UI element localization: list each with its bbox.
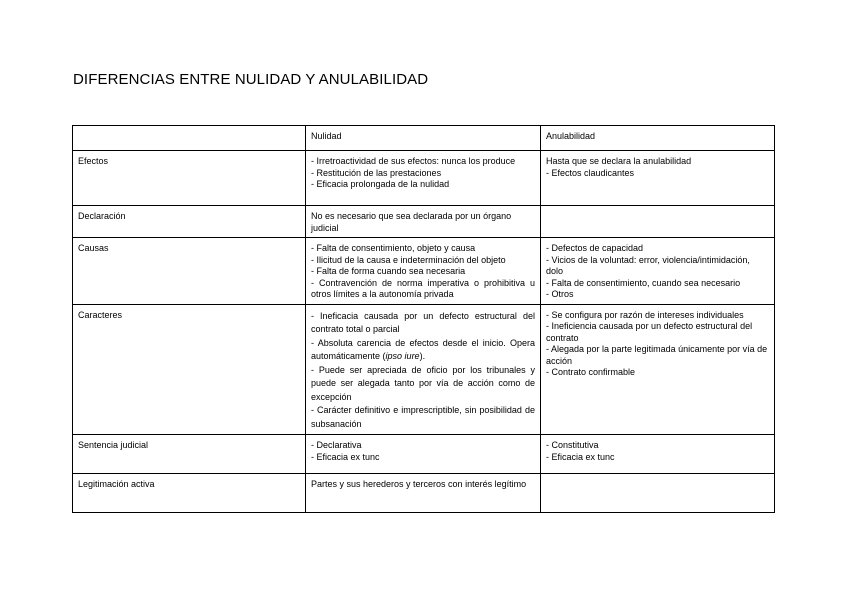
cell-sentencia-anulabilidad — [541, 435, 775, 474]
cell-line: - Ineficiencia causada por un defecto estructural del contrato — [546, 321, 753, 343]
cell-efectos-anulabilidad — [541, 151, 775, 206]
cell-line: - Falta de consentimiento, cuando sea necesario — [546, 277, 741, 288]
cell-line: - Contravención de norma imperativa o prohibitiva u otros límites a la autonomía privada — [311, 277, 535, 299]
cell-line: - Declarativa — [311, 440, 362, 450]
cell-caracteres-anulabilidad — [541, 304, 775, 435]
cell-line: Hasta que se declara la anulabilidad — [546, 156, 692, 166]
cell-declaracion-anulabilidad — [541, 206, 775, 238]
table-header-row — [73, 126, 775, 151]
cell-legitimacion-anulabilidad — [541, 474, 775, 513]
cell-line: - Restitución de las prestaciones — [311, 167, 442, 178]
cell-line: - Ineficacia causada por un defecto estructural del contrato total o parcial — [311, 310, 535, 334]
cell-causas-nulidad — [306, 238, 541, 305]
cell-italic-text: ipso iure — [385, 351, 420, 361]
table-row-legitimacion — [73, 474, 775, 513]
cell-text: ). — [419, 351, 426, 361]
cell-text: - Absoluta carencia de efectos desde el inicio. Opera automáticamente ( — [311, 337, 535, 361]
cell-line: - Falta de consentimiento, objeto y causa — [311, 243, 476, 253]
cell-legitimacion-nulidad — [306, 474, 541, 513]
table-row-efectos — [73, 151, 775, 206]
cell-line: - Se configura por razón de intereses individuales — [546, 309, 744, 320]
cell-declaracion-nulidad — [306, 206, 541, 238]
cell-line: No es necesario que sea declarada por un órgano judicial — [311, 211, 512, 233]
cell-line — [311, 337, 535, 364]
cell-line: Partes y sus herederos y terceros con interés legítimo — [311, 479, 527, 489]
table-row-causas — [73, 238, 775, 305]
row-label-causas: Causas — [73, 238, 306, 305]
cell-line: - Puede ser apreciada de oficio por los tribunales y puede ser alegada tanto por vía de acción como de excepción — [311, 364, 535, 402]
cell-line: - Defectos de capacidad — [546, 243, 644, 253]
cell-line: - Falta de forma cuando sea necesaria — [311, 266, 466, 276]
cell-sentencia-nulidad — [306, 435, 541, 474]
cell-line: - Constitutiva — [546, 440, 599, 450]
row-label-legitimacion: Legitimación activa — [73, 474, 306, 513]
cell-line: - Contrato confirmable — [546, 367, 636, 377]
cell-line: - Ilicitud de la causa e indeterminación del objeto — [311, 254, 506, 265]
cell-line: - Vicios de la voluntad: error, violencia/intimidación, dolo — [546, 254, 750, 276]
cell-causas-anulabilidad — [541, 238, 775, 305]
row-label-caracteres: Caracteres — [73, 304, 306, 435]
cell-line: - Eficacia ex tunc — [546, 451, 615, 462]
cell-line: - Eficacia prolongada de la nulidad — [311, 179, 450, 189]
page-title: DIFERENCIAS ENTRE NULIDAD Y ANULABILIDAD — [73, 71, 429, 88]
cell-line: - Efectos claudicantes — [546, 167, 635, 178]
header-empty-cell — [73, 126, 306, 151]
row-label-efectos: Efectos — [73, 151, 306, 206]
comparison-table — [72, 125, 775, 513]
header-nulidad: Nulidad — [306, 126, 541, 151]
cell-efectos-nulidad — [306, 151, 541, 206]
row-label-sentencia: Sentencia judicial — [73, 435, 306, 474]
table-row-caracteres — [73, 304, 775, 435]
cell-line: - Carácter definitivo e imprescriptible, sin posibilidad de subsanación — [311, 405, 535, 429]
table-row-declaracion — [73, 206, 775, 238]
cell-line: - Eficacia ex tunc — [311, 451, 380, 462]
cell-line: - Otros — [546, 289, 574, 299]
row-label-declaracion: Declaración — [73, 206, 306, 238]
header-anulabilidad: Anulabilidad — [541, 126, 775, 151]
cell-caracteres-nulidad — [306, 304, 541, 435]
cell-line: - Irretroactividad de sus efectos: nunca los produce — [311, 156, 516, 166]
cell-line: - Alegada por la parte legitimada únicamente por vía de acción — [546, 344, 768, 366]
table-row-sentencia — [73, 435, 775, 474]
